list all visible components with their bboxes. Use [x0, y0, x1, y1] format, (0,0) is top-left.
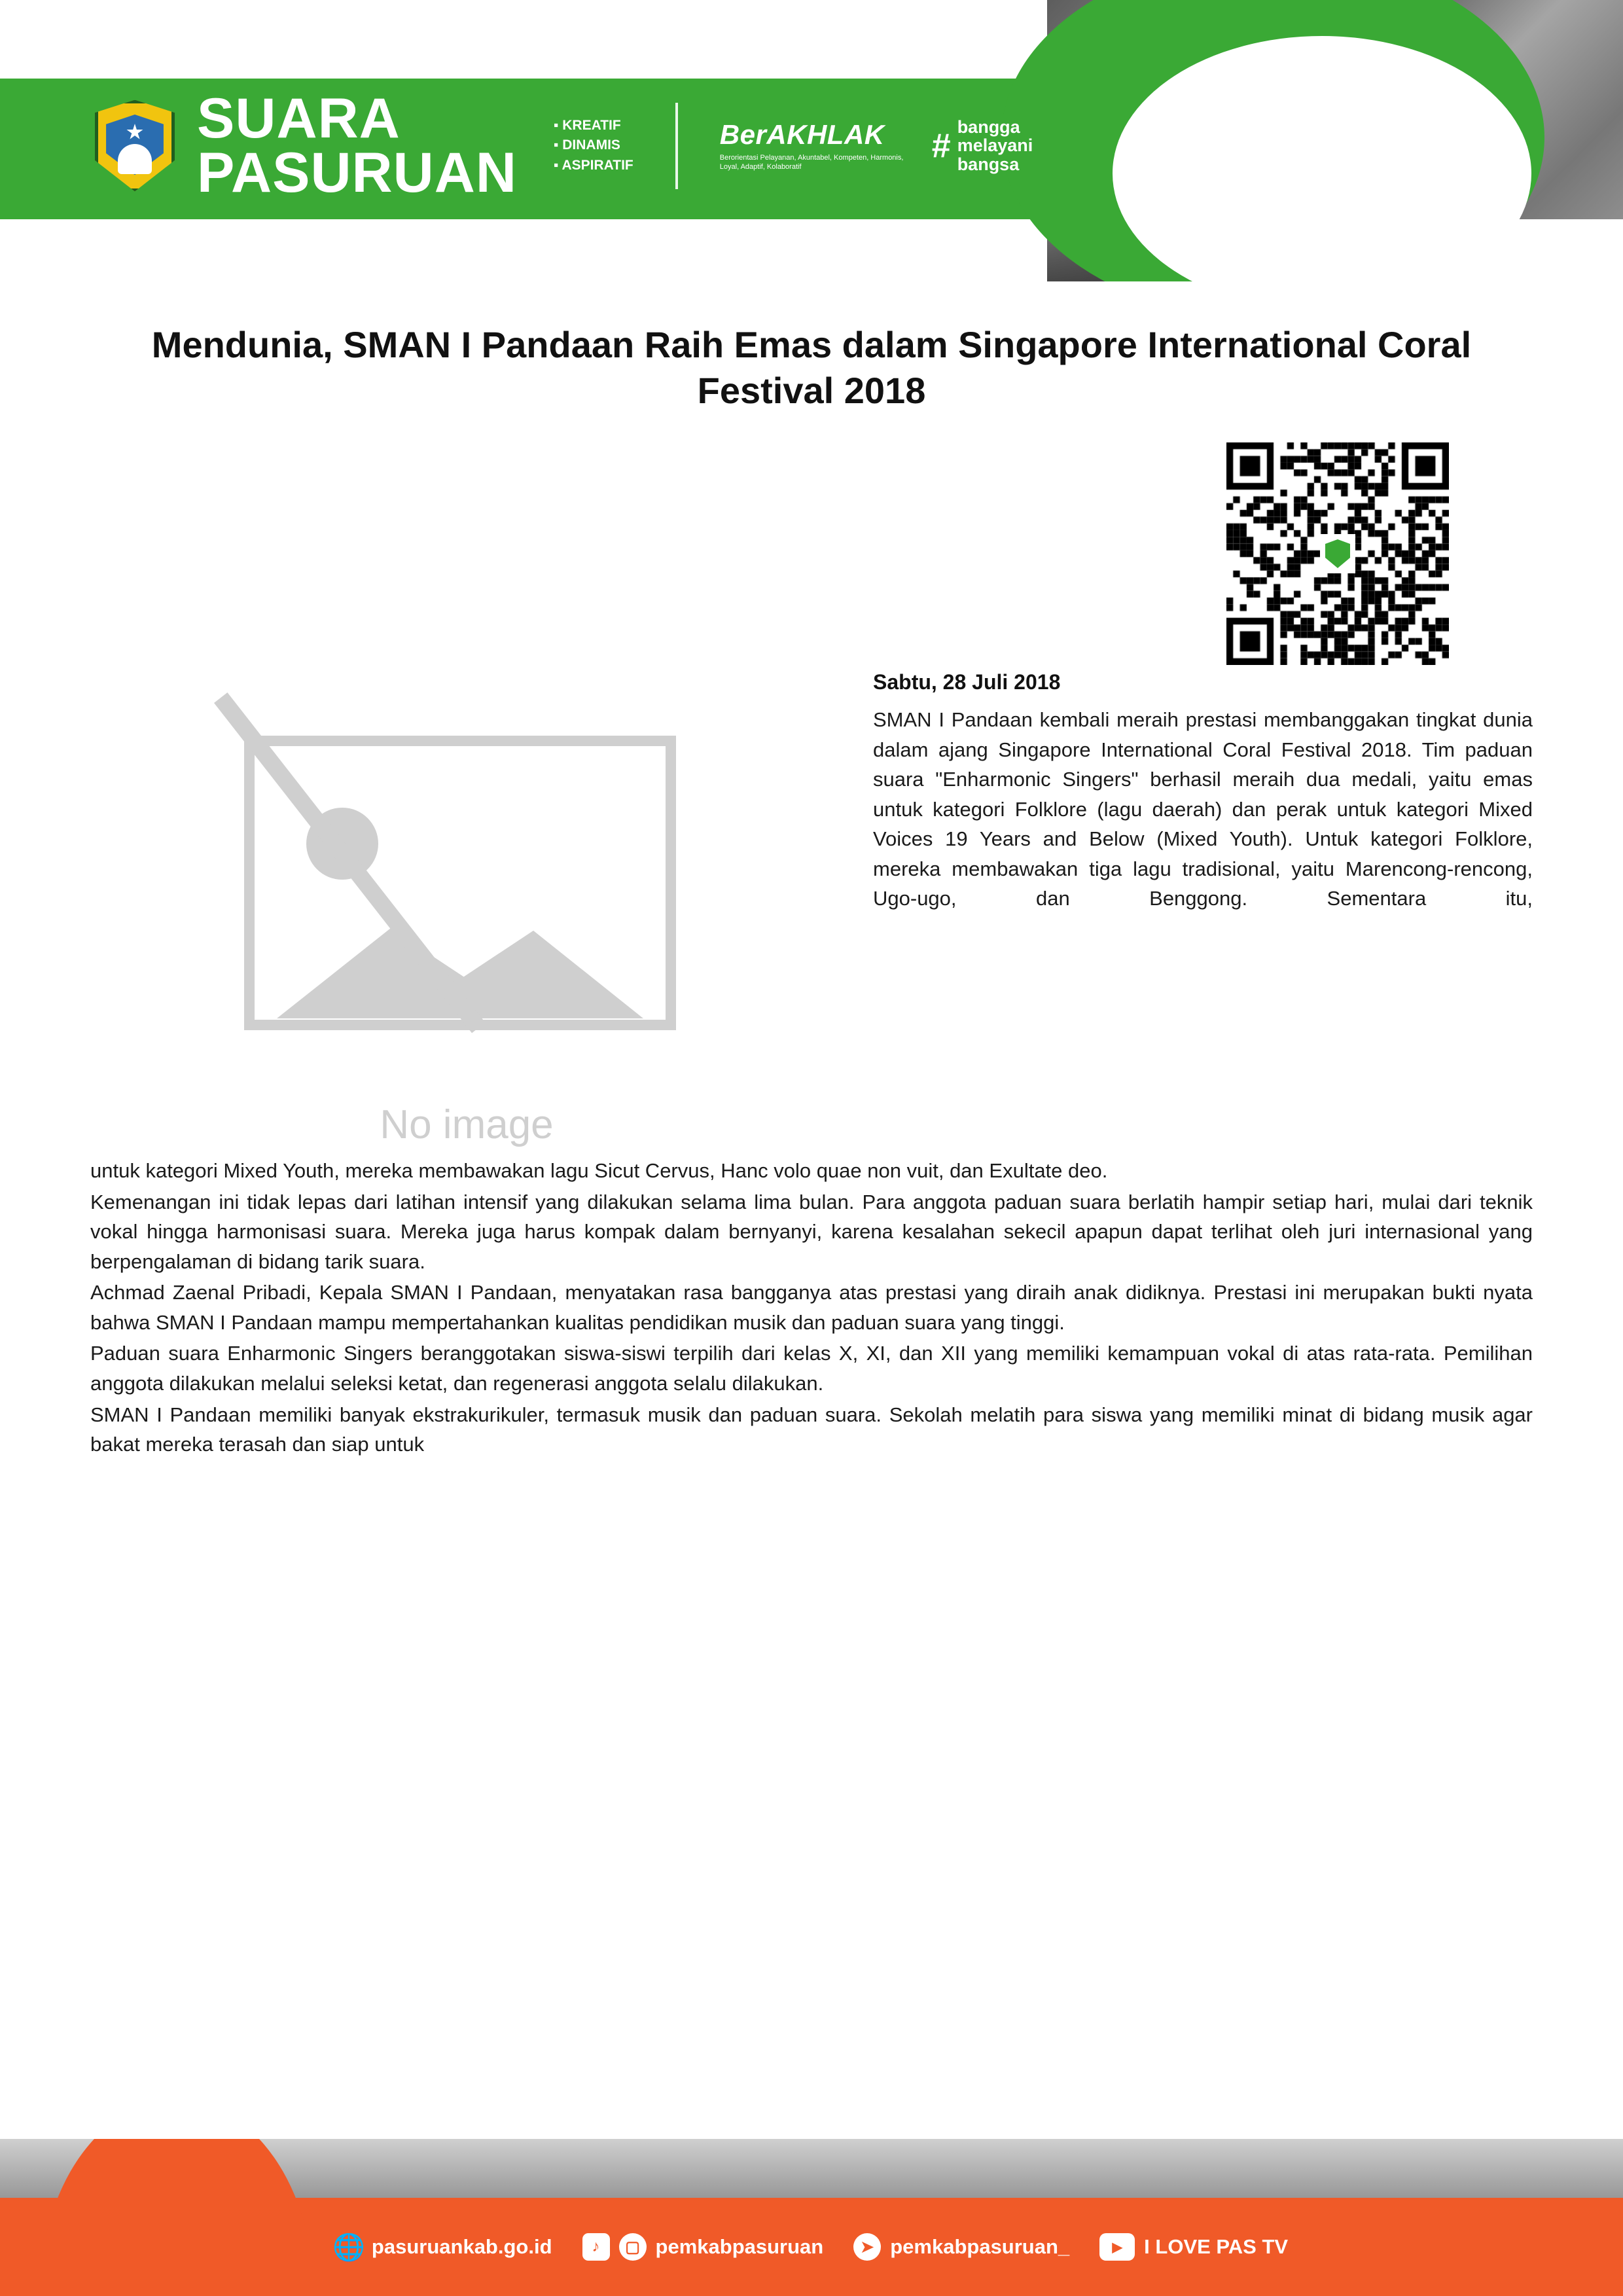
- pasuruan-crest-icon: [95, 100, 175, 192]
- bangga-line-1: bangga: [957, 117, 1020, 137]
- article-columns: [90, 670, 1533, 1155]
- article-text-column: [873, 670, 1533, 1155]
- tagline-item-2: ▪ DINAMIS: [554, 135, 633, 155]
- berakhlak-label: BerAKHLAK: [719, 119, 885, 151]
- footer-item-youtube[interactable]: [1099, 2233, 1288, 2261]
- tagline-item-3: ▪ ASPIRATIF: [554, 156, 633, 175]
- page-header: [0, 0, 1623, 281]
- brand-wordmark: [197, 87, 517, 204]
- tagline-item-1: ▪ KREATIF: [554, 116, 633, 135]
- no-image-label: No image: [380, 1102, 554, 1147]
- brand-tagline: [554, 116, 633, 175]
- youtube-icon: ▶: [1099, 2233, 1135, 2261]
- berakhlak-logo: [720, 119, 910, 172]
- qr-code[interactable]: [1226, 442, 1449, 665]
- footer-instagram-label: pemkabpasuruan: [655, 2235, 824, 2258]
- page-footer: [0, 2139, 1623, 2296]
- brand-line-2: PASURUAN: [197, 141, 517, 204]
- bangga-line-3: bangsa: [957, 154, 1020, 174]
- brand-line-1: SUARA: [197, 87, 401, 150]
- white-notch: [1230, 219, 1623, 281]
- hash-icon: #: [931, 126, 951, 165]
- footer-item-social[interactable]: [582, 2233, 824, 2261]
- footer-twitter-label: pemkabpasuruan_: [890, 2235, 1070, 2258]
- article-paragraph: SMAN I Pandaan memiliki banyak ekstrakurikuler, termasuk musik dan paduan suara. Sekolah melatih para siswa yang memiliki minat di bidang musik agar bakat mereka terasah dan siap untuk: [90, 1403, 1533, 1456]
- bangga-melayani-bangsa-logo: [932, 118, 1033, 173]
- instagram-icon: ▢: [619, 2233, 647, 2261]
- article-paragraph: Paduan suara Enharmonic Singers beranggotakan siswa-siswi terpilih dari kelas X, XI, dan XII yang memiliki kemampuan vokal di atas rata-rata. Pemilihan anggota dilakukan melalui seleksi ketat, dan regenerasi anggota selalu dilakukan.: [90, 1342, 1533, 1395]
- page-title: Mendunia, SMAN I Pandaan Raih Emas dalam Singapore International Coral Festival 2018: [151, 324, 1472, 411]
- article-content: [90, 442, 1533, 1460]
- article-paragraph: Achmad Zaenal Pribadi, Kepala SMAN I Pandaan, menyatakan rasa bangganya atas prestasi yang diraih anak didiknya. Prestasi ini merupakan bukti nyata bahwa SMAN I Pandaan mampu mempertahankan kualitas pendidikan musik dan paduan suara yang tinggi.: [90, 1281, 1533, 1334]
- bangga-lines: [957, 118, 1033, 173]
- footer-youtube-label: I LOVE PAS TV: [1144, 2235, 1289, 2258]
- footer-item-website[interactable]: [332, 2233, 552, 2262]
- brand-divider: [675, 103, 678, 189]
- tiktok-icon: ♪: [582, 2233, 610, 2261]
- footer-item-twitter[interactable]: [853, 2233, 1069, 2261]
- qr-code-logo: [1320, 534, 1355, 573]
- berakhlak-subtitle: Berorientasi Pelayanan, Akuntabel, Kompeten, Harmonis, Loyal, Adaptif, Kolaboratif: [719, 154, 904, 171]
- article-image-column: [90, 670, 843, 1155]
- article-paragraph: Kemenangan ini tidak lepas dari latihan intensif yang dilakukan selama lima bulan. Para anggota paduan suara berlatih hampir setiap hari, mulai dari teknik vokal hingga harmonisasi suara. Mereka juga harus kompak dalam bernyanyi, karena kesalahan sekecil apapun dapat terlihat oleh juri internasional yang berpengalaman di bidang tarik suara.: [90, 1190, 1533, 1273]
- globe-icon: 🌐: [332, 2233, 365, 2262]
- article-paragraph: untuk kategori Mixed Youth, mereka membawakan lagu Sicut Cervus, Hanc volo quae non vuit, dan Exultate deo.: [90, 1159, 1108, 1182]
- article-paragraph-lead: SMAN I Pandaan kembali meraih prestasi membanggakan tingkat dunia dalam ajang Singapore International Coral Festival 2018. Tim paduan suara "Enharmonic Singers" berhasil meraih dua medali, yaitu emas untuk kategori Folklore (lagu daerah) dan perak untuk kategori Mixed Voices 19 Years and Below (Mixed Youth). Untuk kategori Folklore, mereka membawakan tiga lagu tradisional, yaitu Marencong-rencong, Ugo-ugo, dan Benggong. Sementara itu,: [873, 708, 1533, 910]
- qr-code-wrap: [90, 442, 1533, 665]
- brand-lockup: [95, 87, 1033, 204]
- bangga-line-2: melayani: [957, 135, 1033, 156]
- footer-website-label: pasuruankab.go.id: [371, 2235, 552, 2258]
- footer-links: [0, 2198, 1623, 2296]
- no-image-placeholder: [205, 709, 728, 1155]
- twitter-icon: ➤: [853, 2233, 881, 2261]
- article-body: [90, 1156, 1533, 1460]
- article-date: Sabtu, 28 Juli 2018: [873, 670, 1061, 694]
